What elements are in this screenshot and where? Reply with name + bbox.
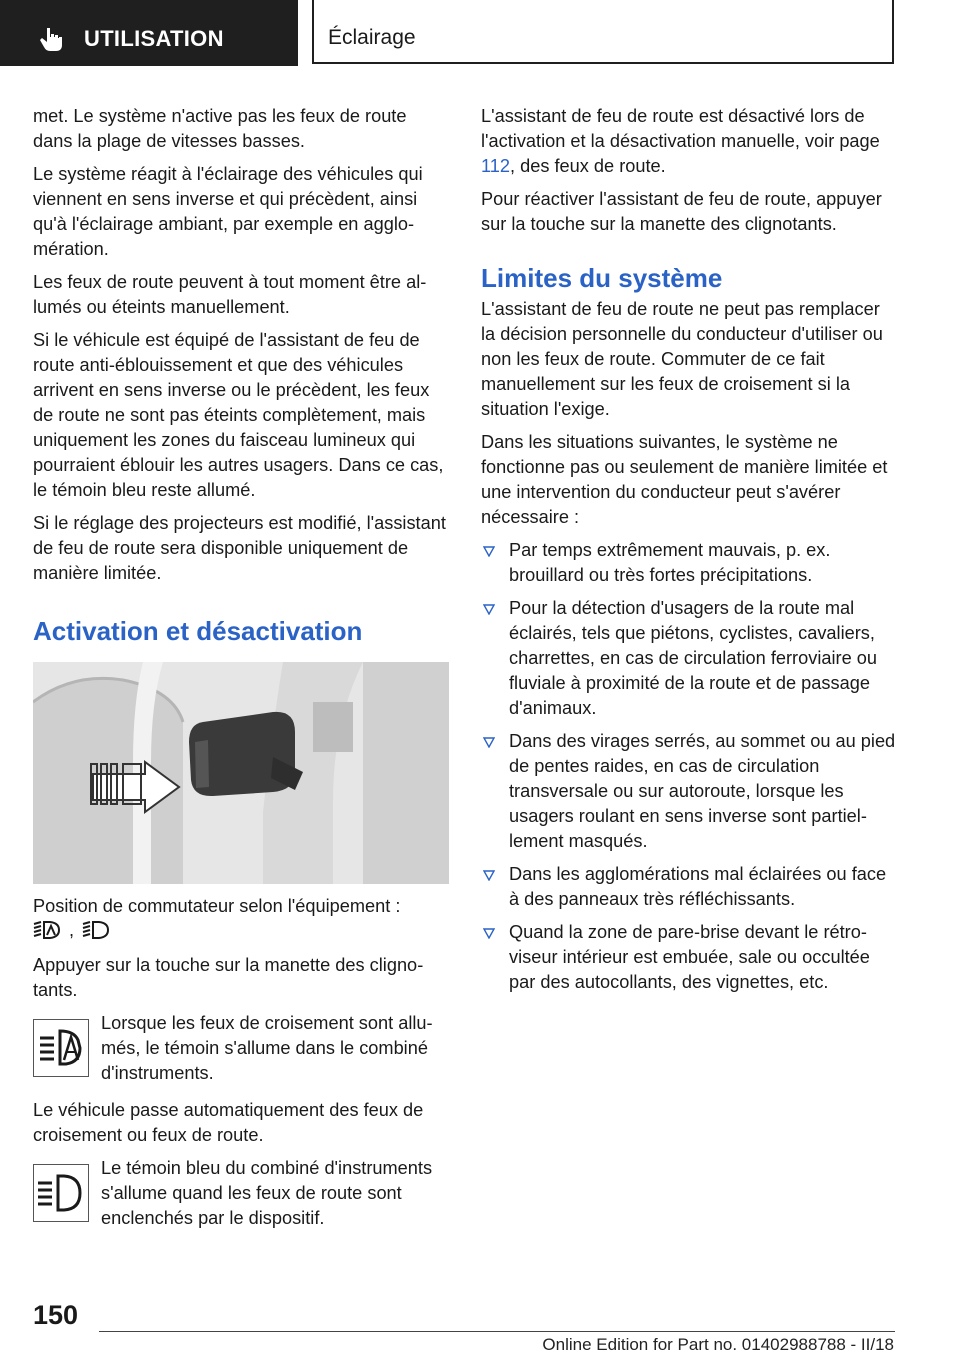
switch-illustration <box>33 662 449 884</box>
high-beam-indicator-icon <box>34 1165 88 1221</box>
paragraph <box>481 104 896 179</box>
right-column <box>481 104 896 1003</box>
list-item <box>481 920 896 995</box>
paragraph: Les feux de route peuvent à tout moment être allumés ou éteints manuellement. <box>33 272 427 317</box>
paragraph: Le système réagit à l'éclairage des véhicules qui viennent en sens inverse et qui précèdent, ainsi qu'à l'éclairage ambiant, par exemple en agglomération. <box>33 164 423 259</box>
indicator-auto <box>33 1011 449 1086</box>
paragraph: met. Le système n'active pas les feux de route dans la plage de vitesses basses. <box>33 106 407 151</box>
section-label: UTILISATION <box>84 26 224 51</box>
paragraph: Dans les situations suivantes, le système ne fonctionne pas ou seulement de manière limitée et une intervention du conducteur peut s'avérer nécessaire : <box>481 432 888 527</box>
paragraph: Appuyer sur la touche sur la manette des clignotants. <box>33 955 424 1000</box>
page-link[interactable]: 112 <box>481 156 510 176</box>
edition-note: Online Edition for Part no. 01402988788 - II/18 <box>542 1335 894 1354</box>
page-header <box>0 0 960 66</box>
paragraph: L'assistant de feu de route ne peut pas remplacer la décision personnelle du conducteur d'utiliser ou non les feux de route. Commuter de ce fait manuellement sur les feux de croisement si la situation l'exige. <box>481 299 883 419</box>
triangle-bullet-icon <box>483 870 495 881</box>
indicator-icon-box <box>33 1019 89 1077</box>
icon-separator: , <box>69 919 75 940</box>
list-item-text: Quand la zone de pare-brise devant le rétroviseur intérieur est embuée, sale ou occultée par des autocollants, des vignettes, etc. <box>509 922 870 992</box>
triangle-bullet-icon <box>483 604 495 615</box>
heading-activation: Activation et désactivation <box>33 616 363 646</box>
indicator-text: Lorsque les feux de croisement sont allumés, le témoin s'allume dans le combiné d'instruments. <box>101 1013 433 1083</box>
page-number: 150 <box>33 1300 79 1330</box>
list-item-text: Dans les agglomérations mal éclairées ou face à des panneaux très réfléchissants. <box>509 864 887 909</box>
footer-divider <box>99 1331 895 1332</box>
section-tab <box>0 0 298 66</box>
paragraph: Si le réglage des projecteurs est modifié, l'assistant de feu de route sera disponible uniquement de manière limitée. <box>33 513 446 583</box>
list-item-text: Pour la détection d'usagers de la route mal éclairés, tels que piétons, cyclistes, cavaliers, charrettes, en cas de circulation ferroviaire ou fluviale à proximité de la route et de passage d'animaux. <box>509 598 877 718</box>
high-beam-assist-indicator-icon <box>34 1020 88 1076</box>
triangle-bullet-icon <box>483 928 495 939</box>
list-item-text: Dans des virages serrés, au sommet ou au pied de pentes raides, en cas de circulation transversale ou sur autoroute, lorsque les usagers roulant en sens inverse sont partiellement masqués. <box>509 731 896 851</box>
high-beam-assist-icon <box>33 919 61 941</box>
list-item <box>481 862 896 912</box>
left-column <box>33 104 449 1243</box>
paragraph: Le véhicule passe automatiquement des feux de croisement ou feux de route. <box>33 1100 424 1145</box>
triangle-bullet-icon <box>483 737 495 748</box>
paragraph: Si le véhicule est équipé de l'assistant de feu de route anti-éblouissement et que des véhicules arrivent en sens inverse ou le précèdent, les feux de route ne sont pas éteints complètement, mais uniquement les zones du faisceau lumineux qui pourraient éblouir les autres usagers. Dans ce cas, le témoin bleu reste allumé. <box>33 330 444 500</box>
switch-icons-row <box>33 917 449 943</box>
figure-caption: Position de commutateur selon l'équipement : <box>33 896 401 916</box>
list-item <box>481 729 896 854</box>
indicator-text: Le témoin bleu du combiné d'instruments s'allume quand les feux de route sont enclenchés par le dispositif. <box>101 1158 433 1228</box>
triangle-bullet-icon <box>483 546 495 557</box>
hand-pointer-icon <box>38 26 64 52</box>
topic-label: Éclairage <box>328 26 416 49</box>
list-item <box>481 596 896 721</box>
indicator-icon-box <box>33 1164 89 1222</box>
indicator-high-beam <box>33 1156 449 1231</box>
high-beam-icon <box>82 919 110 941</box>
limitations-list <box>481 538 896 995</box>
list-item-text: Par temps extrêmement mauvais, p. ex. brouillard ou très fortes précipitations. <box>509 540 831 585</box>
text: L'assistant de feu de route est désactivé lors de l'activation et la désactivation manuelle, voir page <box>481 106 880 151</box>
text: , des feux de route. <box>510 156 666 176</box>
paragraph: Pour réactiver l'assistant de feu de route, appuyer sur la touche sur la manette des clignotants. <box>481 189 882 234</box>
topic-box <box>312 0 894 64</box>
list-item <box>481 538 896 588</box>
heading-limites: Limites du système <box>481 263 723 293</box>
